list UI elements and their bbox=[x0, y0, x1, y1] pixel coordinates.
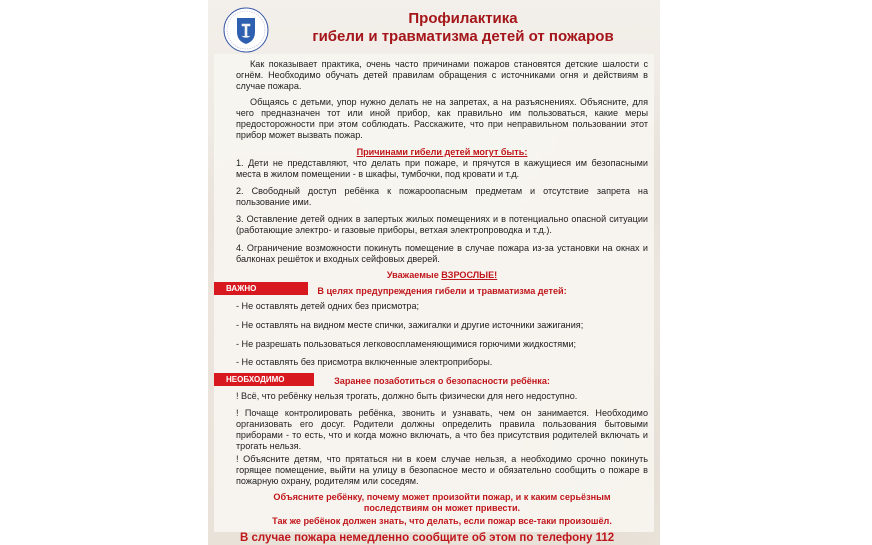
causes-heading: Причинами гибели детей могут быть: bbox=[356, 147, 528, 157]
cause-item-2: 2. Свободный доступ ребёнка к пожароопасным предметам и отсутствие запрета на пользование ими. bbox=[236, 186, 648, 207]
greeting-prefix: Уважаемые bbox=[386, 270, 442, 280]
safety-poster bbox=[208, 0, 660, 545]
title-line-1: Профилактика bbox=[408, 10, 518, 27]
necessary-heading: Заранее позаботиться о безопасности ребёнка: bbox=[334, 376, 550, 386]
important-item-3: - Не разрешать пользоваться легковоспламеняющимися горючими жидкостями; bbox=[236, 339, 577, 349]
intro-paragraph-1: Как показывает практика, очень часто причинами пожаров становятся детские шалости с огнём. Необходимо обучать детей правилам обращения с источниками огня и действиям в случае пожара. bbox=[236, 59, 648, 91]
saratov-coat-of-arms-icon bbox=[222, 6, 270, 54]
closing-line-1: Объясните ребёнку, почему может произойти пожар, и к каким серьёзным последствиям он может привести. bbox=[273, 492, 611, 513]
important-heading: В целях предупреждения гибели и травматизма детей: bbox=[317, 286, 567, 296]
cause-item-4: 4. Ограничение возможности покинуть помещение в случае пожара из-за установки на окнах и балконах решёток и входных сейфовых дверей. bbox=[236, 243, 648, 264]
necessary-item-1: ! Всё, что ребёнку нельзя трогать, должно быть физически для него недоступно. bbox=[236, 391, 578, 401]
necessary-tag: НЕОБХОДИМО bbox=[214, 373, 314, 386]
necessary-item-2: ! Почаще контролировать ребёнка, звонить и узнавать, чем он занимается. Необходимо организовать его досуг. Родители должны определить правила пользования бытовыми приборами - то есть, что и когда можно включать, а что без присутствия родителей включать и трогать нельзя. bbox=[236, 408, 648, 451]
emergency-phone-footer: В случае пожара немедленно сообщите об этом по телефону 112 bbox=[240, 532, 615, 544]
important-item-4: - Не оставлять без присмотра включенные электроприборы. bbox=[236, 357, 493, 367]
necessary-item-3: ! Объясните детям, что прятаться ни в коем случае нельзя, а необходимо срочно покинуть горящее помещение, выйти на улицу в безопасное место и обязательно сообщить о пожаре в пожарную охрану, родителям или соседям. bbox=[236, 454, 648, 486]
cause-item-3: 3. Оставление детей одних в запертых жилых помещениях и в потенциально опасной ситуации (работающие электро- и газовые приборы, ветхая электропроводка и т.д.). bbox=[236, 214, 648, 235]
adults-greeting bbox=[236, 270, 648, 281]
important-item-1: - Не оставлять детей одних без присмотра; bbox=[236, 301, 420, 311]
greeting-word: ВЗРОСЛЫЕ! bbox=[441, 270, 498, 280]
cause-item-1: 1. Дети не представляют, что делать при пожаре, и прячутся в кажущиеся им безопасными места в жилом помещении - в шкафы, тумбочки, под кровати и т.д. bbox=[236, 158, 648, 179]
closing-line-2: Так же ребёнок должен знать, что делать, если пожар все-таки произошёл. bbox=[272, 516, 612, 526]
intro-paragraph-2: Общаясь с детьми, упор нужно делать не на запретах, а на разъяснениях. Объясните, для чего предназначен тот или иной прибор, как правильно им пользоваться, какие меры предосторожности при этом соблюдать. Расскажите, что при неправильном пользовании этот прибор может вызвать пожар. bbox=[236, 97, 648, 140]
important-item-2: - Не оставлять на видном месте спички, зажигалки и другие источники зажигания; bbox=[236, 320, 584, 330]
title-line-2: гибели и травматизма детей от пожаров bbox=[312, 28, 614, 45]
content-card bbox=[214, 54, 654, 532]
page-title bbox=[278, 10, 648, 46]
important-tag: ВАЖНО bbox=[214, 282, 308, 295]
